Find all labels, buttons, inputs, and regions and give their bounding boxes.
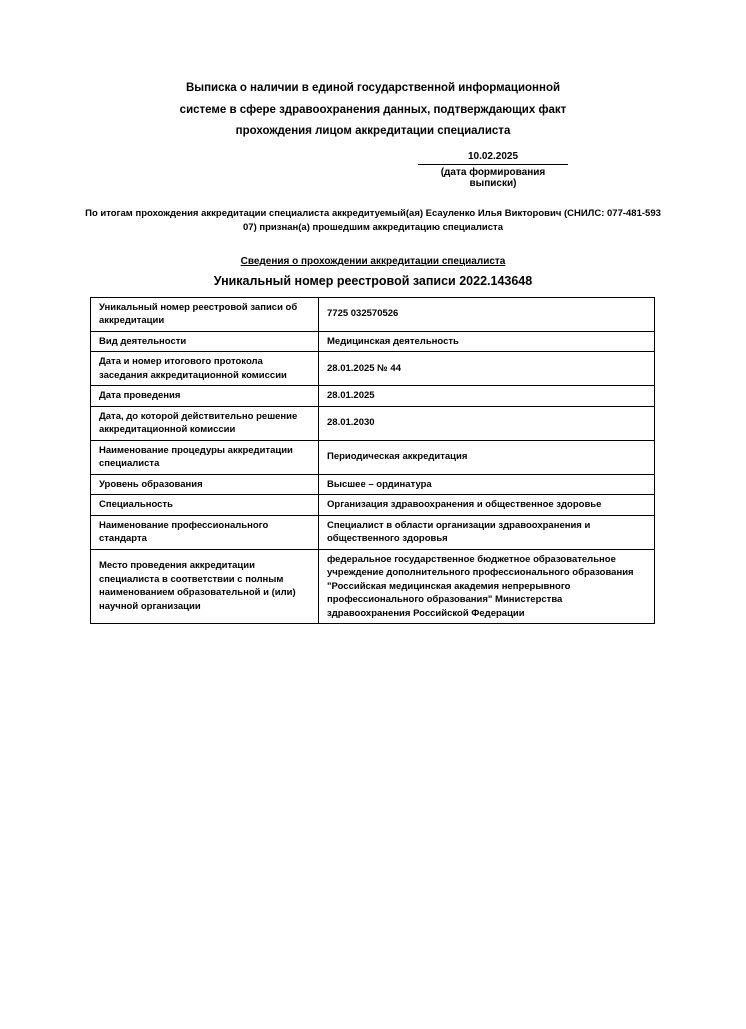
table-row-protocol-date-number [91, 352, 655, 386]
table-row-education-level [91, 474, 655, 495]
row-label: Уровень образования [91, 474, 319, 495]
row-value: 7725 032570526 [319, 297, 655, 331]
table-row-registry-number [91, 297, 655, 331]
row-label: Вид деятельности [91, 331, 319, 352]
table-row-activity-type [91, 331, 655, 352]
row-value: 28.01.2025 № 44 [319, 352, 655, 386]
row-value: 28.01.2025 [319, 386, 655, 407]
row-label: Наименование профессионального стандарта [91, 515, 319, 549]
row-label: Уникальный номер реестровой записи об аккредитации [91, 297, 319, 331]
row-label: Специальность [91, 495, 319, 516]
row-value: Специалист в области организации здравоохранения и общественного здоровья [319, 515, 655, 549]
row-label: Дата проведения [91, 386, 319, 407]
document-title-line-3: прохождения лицом аккредитации специалиста [235, 125, 511, 137]
section-heading-accreditation-details: Сведения о прохождении аккредитации специалиста [240, 255, 506, 267]
row-value: Периодическая аккредитация [319, 440, 655, 474]
row-value: Медицинская деятельность [319, 331, 655, 352]
table-row-professional-standard [91, 515, 655, 549]
row-value: Организация здравоохранения и общественное здоровье [319, 495, 655, 516]
table-row-procedure-name [91, 440, 655, 474]
table-row-valid-until-date [91, 406, 655, 440]
accreditation-table [90, 297, 655, 625]
table-row-accreditation-location [91, 549, 655, 624]
document-title-line-1: Выписка о наличии в единой государственной информационной [185, 82, 561, 94]
row-label: Дата, до которой действительно решение аккредитационной комиссии [91, 406, 319, 440]
extract-date: 10.02.2025 [418, 151, 568, 165]
table-row-conduct-date [91, 386, 655, 407]
table-row-specialty [91, 495, 655, 516]
extract-date-block [418, 151, 568, 189]
row-value: Высшее – ординатура [319, 474, 655, 495]
registry-number-heading: Уникальный номер реестровой записи 2022.143648 [213, 273, 533, 288]
intro-paragraph: По итогам прохождения аккредитации специалиста аккредитуемый(ая) Есауленко Илья Викторович (СНИЛС: 077-481-593 07) признан(а) прошедшим аккредитацию специалиста [85, 207, 661, 233]
extract-date-caption: (дата формирования выписки) [440, 166, 546, 189]
row-value: 28.01.2030 [319, 406, 655, 440]
row-label: Наименование процедуры аккредитации специалиста [91, 440, 319, 474]
row-label: Место проведения аккредитации специалиста в соответствии с полным наименованием образовательной и (или) научной организации [91, 549, 319, 624]
document-title [0, 0, 746, 143]
row-label: Дата и номер итогового протокола заседания аккредитационной комиссии [91, 352, 319, 386]
row-value: федеральное государственное бюджетное образовательное учреждение дополнительного профессионального образования "Российская медицинская академия непрерывного профессионального образования" Министерства здравоохранения Российской Федерации [319, 549, 655, 624]
document-title-line-2: системе в сфере здравоохранения данных, подтверждающих факт [179, 103, 567, 116]
